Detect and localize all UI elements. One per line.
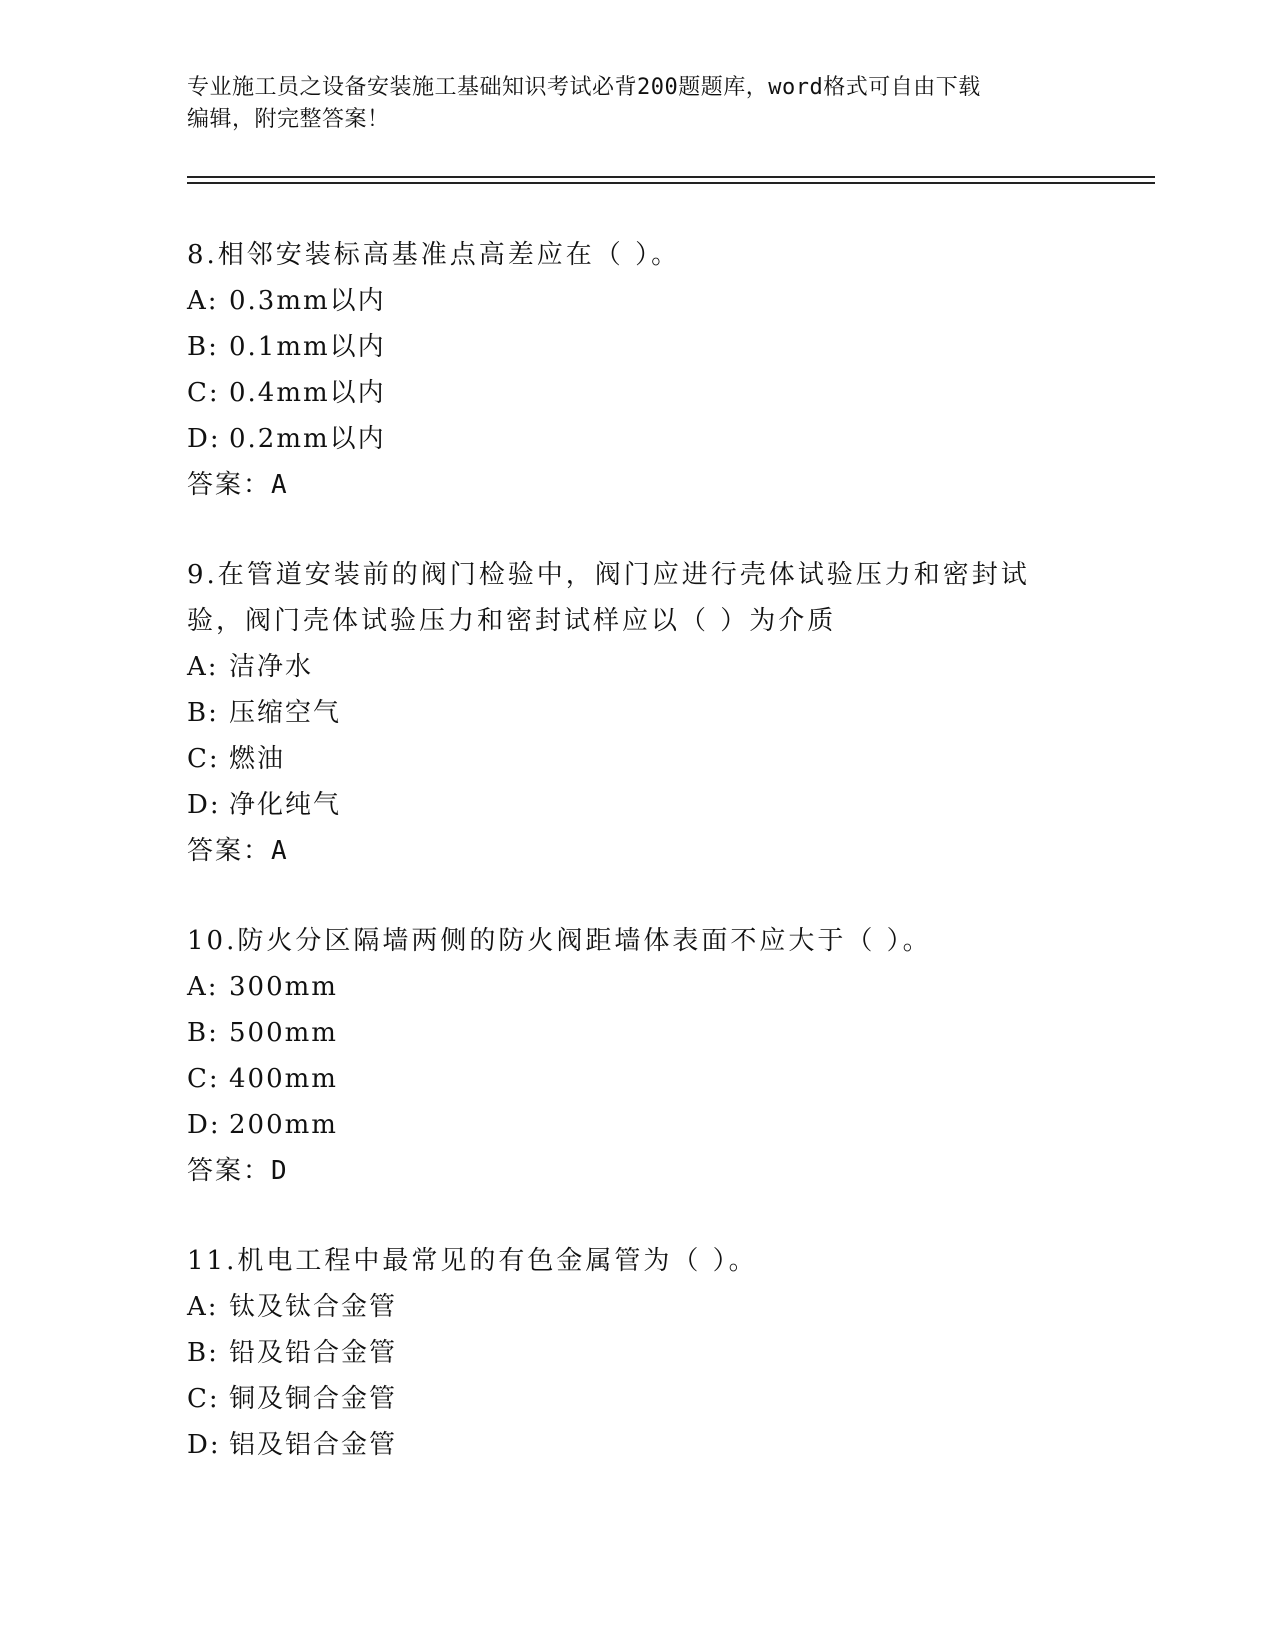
header-divider-top bbox=[187, 176, 1155, 178]
option-a bbox=[187, 964, 1147, 1010]
document-header bbox=[187, 72, 1087, 136]
header-line-2: 编辑，附完整答案！ bbox=[187, 107, 390, 132]
option-text: 0.2mm以内 bbox=[229, 424, 386, 454]
option-label: C: bbox=[187, 1064, 220, 1094]
option-text: 净化纯气 bbox=[229, 790, 342, 820]
answer-line: 答案：A bbox=[187, 470, 289, 500]
option-d bbox=[187, 1422, 1147, 1468]
option-d bbox=[187, 1102, 1147, 1148]
option-c bbox=[187, 370, 1147, 416]
option-text: 铝及铝合金管 bbox=[229, 1430, 398, 1460]
option-label: D: bbox=[187, 790, 221, 820]
option-label: A: bbox=[187, 652, 219, 682]
answer-line: 答案：D bbox=[187, 1156, 289, 1186]
option-text: 0.3mm以内 bbox=[229, 286, 386, 316]
option-a bbox=[187, 644, 1147, 690]
option-text: 铅及铅合金管 bbox=[229, 1338, 398, 1368]
option-b bbox=[187, 1010, 1147, 1056]
option-b bbox=[187, 690, 1147, 736]
option-b bbox=[187, 1330, 1147, 1376]
question-list bbox=[187, 232, 1147, 1512]
answer-line: 答案：A bbox=[187, 836, 289, 866]
option-label: D: bbox=[187, 1110, 221, 1140]
option-label: B: bbox=[187, 1018, 219, 1048]
option-text: 300mm bbox=[229, 972, 338, 1002]
header-line-1: 专业施工员之设备安装施工基础知识考试必背200题题库，word格式可自由下载 bbox=[187, 75, 981, 100]
question-8 bbox=[187, 232, 1147, 508]
option-text: 200mm bbox=[229, 1110, 338, 1140]
question-text: 10.防火分区隔墙两侧的防火阀距墙体表面不应大于（ ）。 bbox=[187, 926, 932, 956]
option-label: A: bbox=[187, 1292, 219, 1322]
option-a bbox=[187, 1284, 1147, 1330]
option-label: B: bbox=[187, 332, 219, 362]
option-label: C: bbox=[187, 378, 220, 408]
option-label: A: bbox=[187, 286, 219, 316]
option-text: 钛及钛合金管 bbox=[229, 1292, 398, 1322]
option-label: B: bbox=[187, 1338, 219, 1368]
option-d bbox=[187, 782, 1147, 828]
header-divider-bottom bbox=[187, 182, 1155, 184]
option-c bbox=[187, 736, 1147, 782]
question-9 bbox=[187, 552, 1147, 874]
option-text: 燃油 bbox=[229, 744, 286, 774]
option-label: B: bbox=[187, 698, 219, 728]
question-text: 11.机电工程中最常见的有色金属管为（ ）。 bbox=[187, 1246, 758, 1276]
option-text: 洁净水 bbox=[229, 652, 314, 682]
option-text: 铜及铜合金管 bbox=[229, 1384, 398, 1414]
option-text: 压缩空气 bbox=[229, 698, 342, 728]
question-11 bbox=[187, 1238, 1147, 1468]
option-label: D: bbox=[187, 424, 221, 454]
option-c bbox=[187, 1056, 1147, 1102]
option-label: D: bbox=[187, 1430, 221, 1460]
option-label: A: bbox=[187, 972, 219, 1002]
option-label: C: bbox=[187, 744, 220, 774]
option-d bbox=[187, 416, 1147, 462]
option-text: 0.4mm以内 bbox=[229, 378, 386, 408]
option-c bbox=[187, 1376, 1147, 1422]
question-10 bbox=[187, 918, 1147, 1194]
option-text: 0.1mm以内 bbox=[229, 332, 386, 362]
option-text: 400mm bbox=[229, 1064, 338, 1094]
question-text: 9.在管道安装前的阀门检验中，阀门应进行壳体试验压力和密封试验，阀门壳体试验压力和密封试样应以（ ）为介质 bbox=[187, 560, 1030, 636]
option-b bbox=[187, 324, 1147, 370]
option-text: 500mm bbox=[229, 1018, 338, 1048]
question-text: 8.相邻安装标高基准点高差应在（ ）。 bbox=[187, 240, 681, 270]
option-label: C: bbox=[187, 1384, 220, 1414]
option-a bbox=[187, 278, 1147, 324]
